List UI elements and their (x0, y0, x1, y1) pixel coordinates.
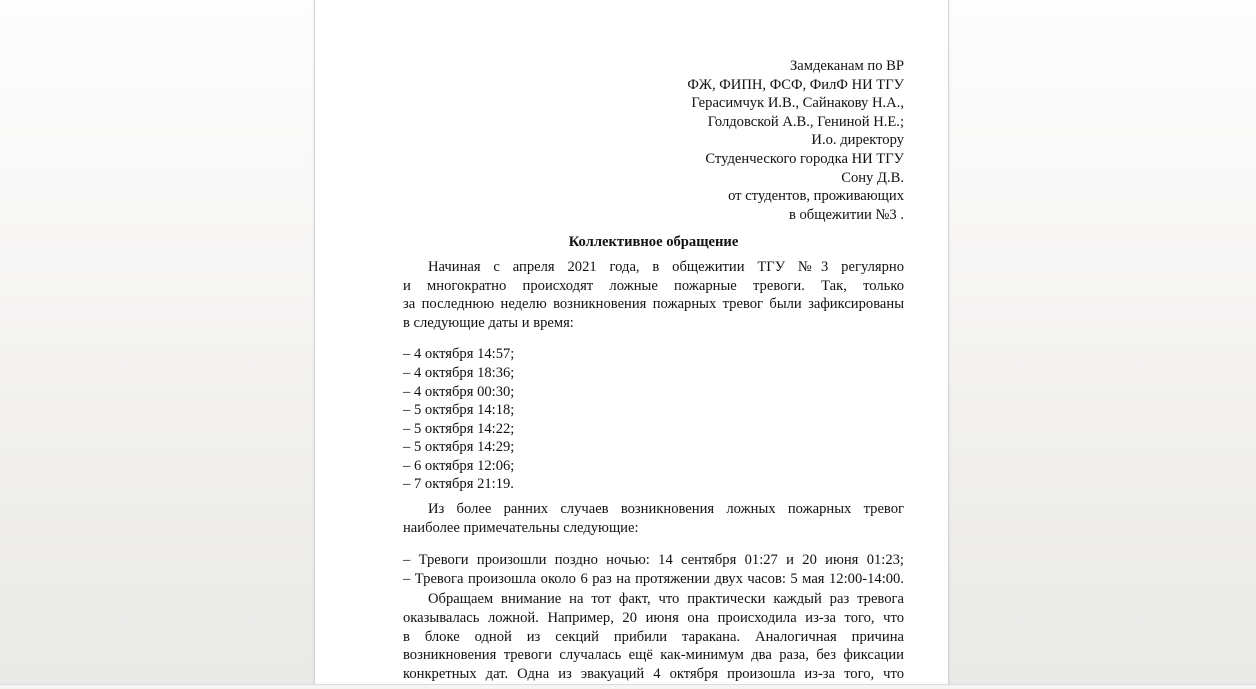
document-content (315, 57, 948, 683)
paragraph-line: за последнюю неделю возникновения пожарных тревог были зафиксированы (403, 296, 904, 313)
recipient-line: Голдовской А.В., Гениной Н.Е.; (707, 113, 904, 130)
recipient-line: от студентов, проживающих (728, 188, 904, 205)
document-page (314, 0, 949, 689)
paragraph-line: Из более ранних случаев возникновения ложных пожарных тревог (428, 501, 904, 518)
document-title: Коллективное обращение (568, 234, 739, 251)
alarm-time-item: – 4 октября 00:30; (403, 383, 515, 400)
alarm-time-item: – 5 октября 14:22; (403, 420, 515, 437)
alarm-time-item: – 7 октября 21:19. (403, 476, 514, 493)
recipient-line: Студенческого городка НИ ТГУ (705, 150, 904, 167)
recipient-line: в общежитии №3 . (788, 206, 904, 223)
alarm-times-list (403, 345, 904, 494)
earlier-case-item: – Тревоги произошли поздно ночью: 14 сентября 01:27 и 20 июня 01:23; (403, 552, 904, 569)
intro-paragraph (403, 258, 904, 332)
recipient-line: Сону Д.В. (841, 169, 904, 186)
alarm-time-item: – 6 октября 12:06; (403, 457, 515, 474)
paragraph-line: наиболее примечательны следующие: (403, 519, 639, 536)
recipient-line: Замдеканам по ВР (789, 58, 904, 74)
paragraph-line: Обращаем внимание на тот факт, что практически каждый раз тревога (428, 591, 904, 608)
recipient-line: И.о. директору (811, 132, 904, 149)
paragraph-line: возникновения тревоги случалась ещё как-минимум два раза, без фиксации (403, 647, 904, 664)
paragraph-line: и многократно происходят ложные пожарные тревоги. Так, только (403, 277, 904, 294)
paragraph-line: конкретных дат. Одна из эвакуаций 4 октября произошла из-за того, что (403, 665, 904, 682)
recipient-block (403, 57, 904, 224)
earlier-case-item: – Тревога произошла около 6 раз на протяжении двух часов: 5 мая 12:00-14:00. (403, 570, 904, 587)
alarm-time-item: – 4 октября 14:57; (403, 346, 515, 363)
earlier-cases-list (403, 551, 904, 588)
horizontal-scrollbar[interactable] (0, 684, 1256, 689)
recipient-line: Герасимчук И.В., Сайнакову Н.А., (691, 95, 904, 112)
paragraph-line: оказывалась ложной. Например, 20 июня она происходила из-за того, что (403, 610, 904, 627)
paragraph-line: в блоке одной из секций прибили таракана. Аналогичная причина (403, 628, 904, 645)
paragraph-line: Начиная с апреля 2021 года, в общежитии ТГУ №3 регулярно (428, 258, 904, 275)
recipient-line: ФЖ, ФИПН, ФСФ, ФилФ НИ ТГУ (687, 76, 904, 93)
earlier-cases-paragraph (403, 500, 904, 537)
explanation-paragraph (403, 590, 904, 683)
alarm-time-item: – 5 октября 14:18; (403, 402, 515, 419)
paragraph-line: в следующие даты и время: (403, 314, 574, 331)
alarm-time-item: – 4 октября 18:36; (403, 364, 515, 381)
alarm-time-item: – 5 октября 14:29; (403, 439, 515, 456)
